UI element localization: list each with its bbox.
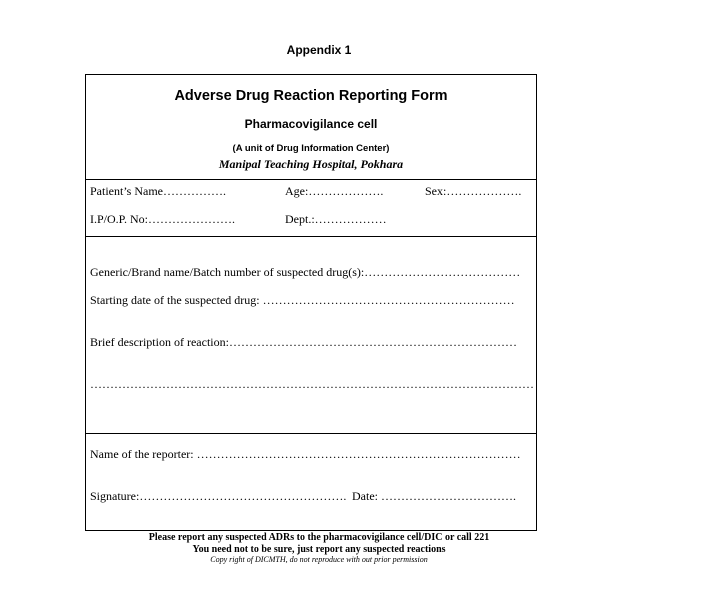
reporter-name-field[interactable]: Name of the reporter: ……………………………………………………………………… [90,447,521,461]
age-field[interactable]: Age:………………. [285,184,384,198]
reporter-section [86,434,536,530]
patient-name-field[interactable]: Patient’s Name……………. [90,184,226,198]
form-title: Adverse Drug Reaction Reporting Form [174,88,448,104]
reaction-description-continuation[interactable]: ………………………………………………………………………………………………… [90,377,534,391]
department-field[interactable]: Dept.:……………… [285,212,387,226]
hospital-name: Manipal Teaching Hospital, Pokhara [218,157,404,171]
starting-date-field[interactable]: Starting date of the suspected drug: ……………………………………………………… [90,293,515,307]
form-header [86,75,536,180]
sex-field[interactable]: Sex:………………. [425,184,522,198]
unit-note: (A unit of Drug Information Center) [232,143,390,154]
form-subtitle: Pharmacovigilance cell [244,117,378,131]
appendix-title: Appendix 1 [286,43,352,57]
suspected-drug-section [86,237,536,434]
date-field[interactable]: Date: ……………………………. [352,489,516,503]
footer-copyright: Copy right of DICMTH, do not reproduce with out prior permission [210,555,428,564]
footer-encouragement: You need not to be sure, just report any suspected reactions [192,544,446,555]
adr-reporting-form [85,74,537,531]
ip-op-number-field[interactable]: I.P/O.P. No:…………………. [90,212,236,226]
patient-info-section [86,180,536,237]
suspected-drug-field[interactable]: Generic/Brand name/Batch number of suspected drug(s):………………………………… [90,265,521,279]
footer-report-instruction: Please report any suspected ADRs to the pharmacovigilance cell/DIC or call 221 [148,532,490,543]
reaction-description-field[interactable]: Brief description of reaction:……………………………………………………………… [90,335,517,349]
signature-field[interactable]: Signature:……………………………………………. [90,489,347,503]
